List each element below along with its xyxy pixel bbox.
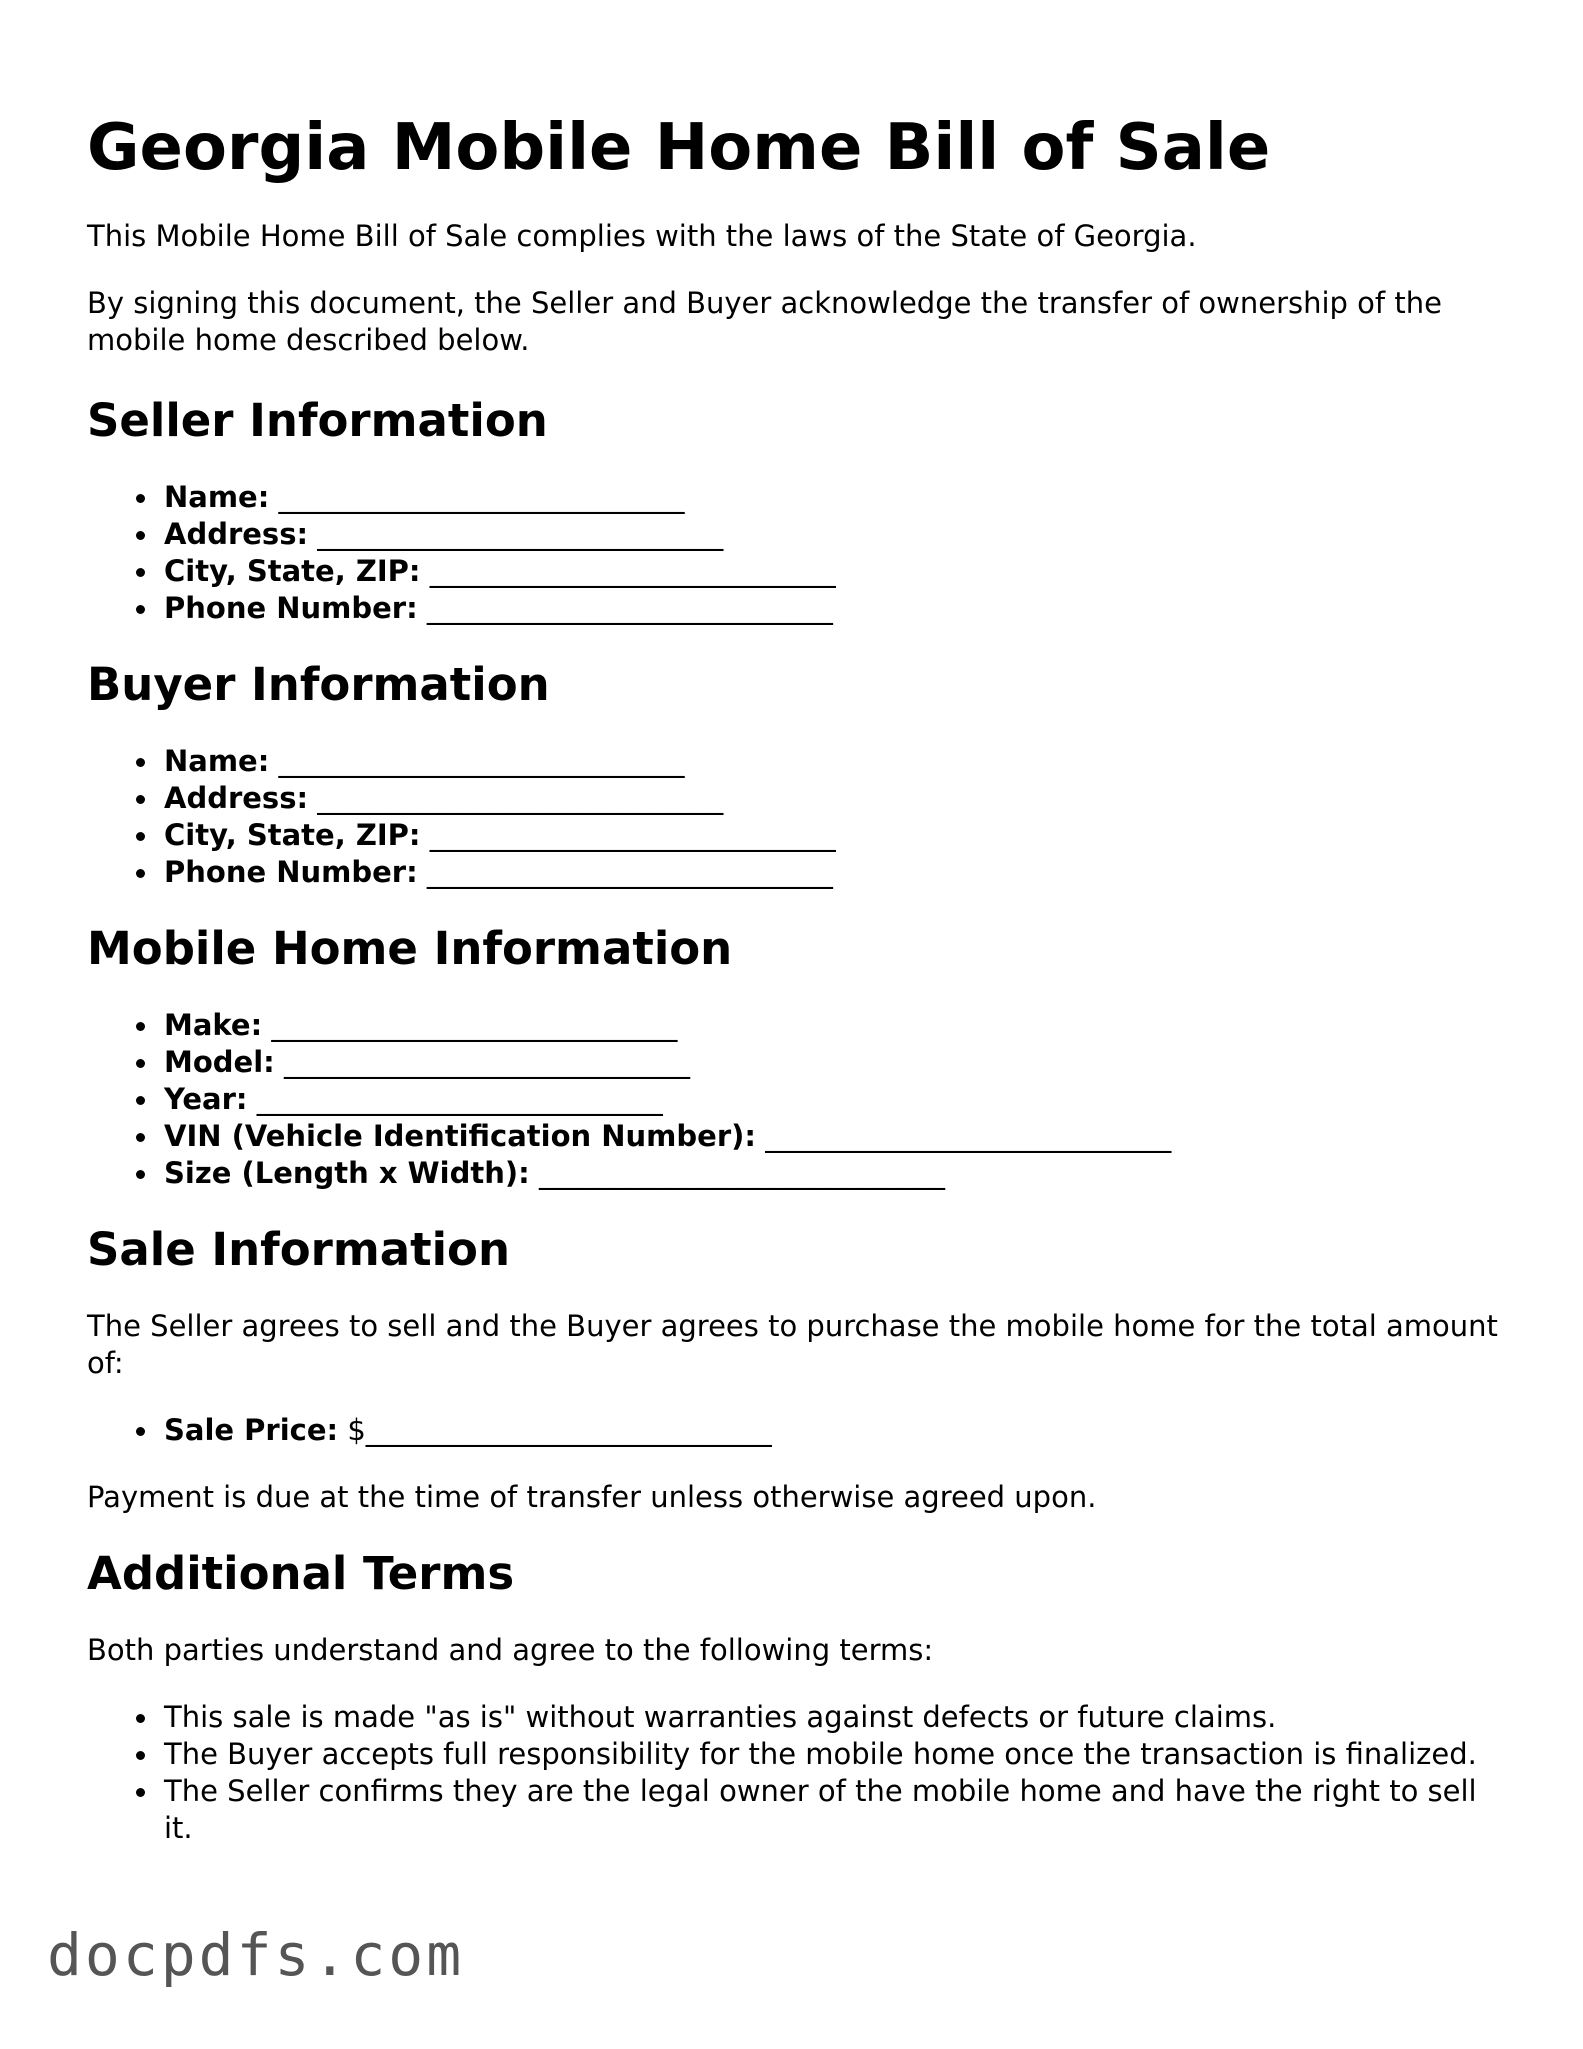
seller-phone-field <box>164 590 1507 627</box>
term-seller-ownership: The Seller confirms they are the legal owner of the mobile home and have the right to sell it. <box>164 1773 1507 1847</box>
field-label: Year: <box>164 1082 248 1116</box>
mobile-home-heading: Mobile Home Information <box>87 922 733 975</box>
buyer-city-state-zip-field <box>164 817 1507 854</box>
payment-note: Payment is due at the time of transfer unless otherwise agreed upon. <box>87 1480 1097 1514</box>
mobile-home-field-list <box>87 1007 1507 1192</box>
home-model-field <box>164 1044 1507 1081</box>
document-page <box>87 0 1507 1847</box>
blank-line: ____________________________ <box>278 480 685 514</box>
sale-price-field <box>164 1412 1507 1449</box>
blank-line: ____________________________ <box>271 1008 678 1042</box>
intro-paragraph-compliance: This Mobile Home Bill of Sale complies with the laws of the State of Georgia. <box>87 219 1197 253</box>
field-label: Sale Price: <box>164 1413 339 1447</box>
field-label: Address: <box>164 781 309 815</box>
field-label: Phone Number: <box>164 855 418 889</box>
document-title: Georgia Mobile Home Bill of Sale <box>87 111 1271 185</box>
watermark: docpdfs.com <box>47 1921 465 1989</box>
blank-line: ____________________________ <box>426 591 833 625</box>
terms-intro: Both parties understand and agree to the following terms: <box>87 1633 934 1667</box>
buyer-heading: Buyer Information <box>87 658 550 711</box>
blank-line: ____________________________ <box>256 1082 663 1116</box>
intro-paragraph-ownership: By signing this document, the Seller and Buyer acknowledge the transfer of ownership of the mobile home described below. <box>87 286 1442 357</box>
home-vin-field <box>164 1118 1507 1155</box>
field-label: City, State, ZIP: <box>164 818 421 852</box>
additional-terms-heading: Additional Terms <box>87 1547 515 1600</box>
blank-line: ____________________________ <box>429 554 836 588</box>
seller-address-field <box>164 516 1507 553</box>
sale-price-list <box>87 1412 1507 1449</box>
home-year-field <box>164 1081 1507 1118</box>
field-label: VIN (Vehicle Identification Number): <box>164 1119 756 1153</box>
seller-name-field <box>164 479 1507 516</box>
field-label: City, State, ZIP: <box>164 554 421 588</box>
field-label: Phone Number: <box>164 591 418 625</box>
seller-city-state-zip-field <box>164 553 1507 590</box>
sale-price-blank: $____________________________ <box>347 1413 772 1447</box>
field-label: Make: <box>164 1008 263 1042</box>
blank-line: ____________________________ <box>283 1045 690 1079</box>
blank-line: ____________________________ <box>317 781 724 815</box>
blank-line: ____________________________ <box>765 1119 1172 1153</box>
field-label: Name: <box>164 480 270 514</box>
sale-heading: Sale Information <box>87 1223 510 1276</box>
seller-heading: Seller Information <box>87 394 548 447</box>
buyer-name-field <box>164 743 1507 780</box>
term-as-is: This sale is made "as is" without warranties against defects or future claims. <box>164 1699 1507 1736</box>
seller-field-list <box>87 479 1507 627</box>
home-size-field <box>164 1155 1507 1192</box>
field-label: Size (Length x Width): <box>164 1156 530 1190</box>
blank-line: ____________________________ <box>429 818 836 852</box>
blank-line: ____________________________ <box>426 855 833 889</box>
blank-line: ____________________________ <box>317 517 724 551</box>
sale-agreement-text: The Seller agrees to sell and the Buyer agrees to purchase the mobile home for the total amount of: <box>87 1309 1498 1380</box>
field-label: Model: <box>164 1045 275 1079</box>
blank-line: ____________________________ <box>278 744 685 778</box>
buyer-phone-field <box>164 854 1507 891</box>
buyer-address-field <box>164 780 1507 817</box>
home-make-field <box>164 1007 1507 1044</box>
terms-list <box>87 1699 1507 1847</box>
buyer-field-list <box>87 743 1507 891</box>
term-buyer-responsibility: The Buyer accepts full responsibility for the mobile home once the transaction is finalized. <box>164 1736 1507 1773</box>
blank-line: ____________________________ <box>538 1156 945 1190</box>
field-label: Name: <box>164 744 270 778</box>
field-label: Address: <box>164 517 309 551</box>
